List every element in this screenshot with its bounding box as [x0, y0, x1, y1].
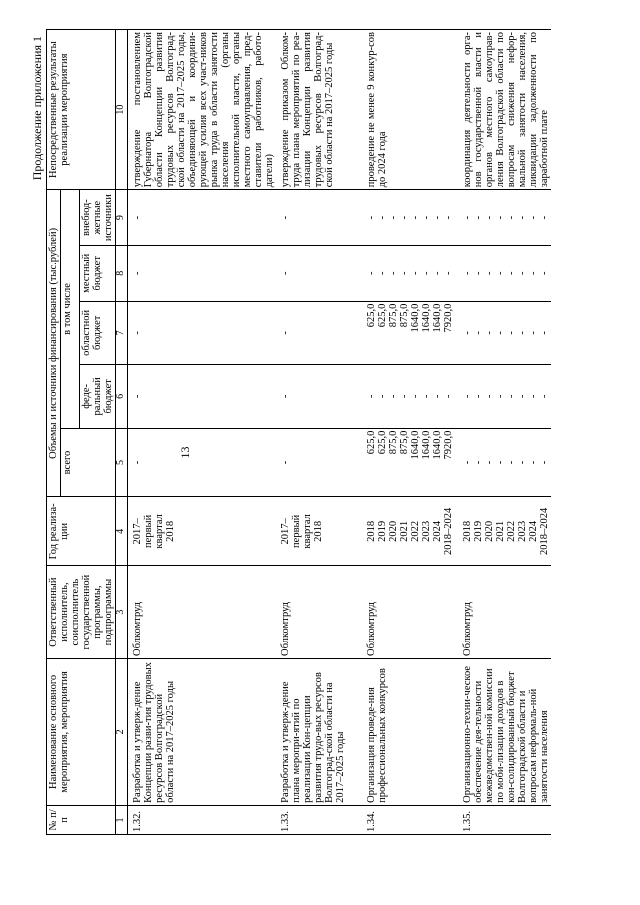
- colnum-4: 4: [116, 497, 128, 566]
- table-row: [127, 30, 276, 835]
- header-year: Год реализа-ции: [47, 497, 116, 566]
- colnum-8: 8: [116, 245, 128, 301]
- row-total: - - - - - - - -: [458, 428, 551, 497]
- row-executor: Облкомтруд: [362, 566, 458, 659]
- row-regional: -: [276, 301, 362, 365]
- program-table: [46, 29, 551, 835]
- header-federal: феде-ральный бюджет: [80, 365, 116, 429]
- table-row: [276, 30, 362, 835]
- header-executor: Ответственный исполнитель, соисполнитель государственной программы, подпрограммы: [47, 566, 116, 659]
- page-number: 13: [178, 446, 192, 459]
- row-regional: 625,0 625,0 875,0 875,0 1640,0 1640,0 1640,0 7920,0: [362, 301, 458, 365]
- colnum-10: 10: [116, 30, 128, 190]
- colnum-6: 6: [116, 365, 128, 429]
- header-including: в том числе: [61, 190, 80, 428]
- colnum-9: 9: [116, 190, 128, 246]
- header-name: Наименование основного мероприятия, мероприятия: [47, 658, 116, 805]
- header-total: всего: [61, 428, 116, 497]
- row-name: Разработка и утверж-дение Концепции разви-тия трудовых ресурсов Волгоградской области на 2017–2025 годы: [127, 658, 276, 805]
- colnum-2: 2: [116, 658, 128, 805]
- colnum-7: 7: [116, 301, 128, 365]
- row-years: 2018 2019 2020 2021 2022 2023 2024 2018–2024: [458, 497, 551, 566]
- row-total: 625,0 625,0 875,0 875,0 1640,0 1640,0 1640,0 7920,0: [362, 428, 458, 497]
- row-federal: - - - - - - - -: [362, 365, 458, 429]
- row-local: - - - - - - - -: [458, 245, 551, 301]
- row-result: координация деятельности орга-нов государственной власти и органов местного самоуправ-ления Волгоградской области по вопросам снижения нефор-мальной занятости населения, ликвидации задолженности по заработной плате: [458, 30, 551, 190]
- row-result: проведение не менее 9 конкур-сов до 2024 года: [362, 30, 458, 190]
- row-years: 2018 2019 2020 2021 2022 2023 2024 2018–2024: [362, 497, 458, 566]
- colnum-1: 1: [116, 805, 128, 834]
- row-name: Организационно-техни-ческое обеспечение дея-тельности межведомствен-ной комиссии по моби-лизации доходов в кон-солидированный бюджет Волгоградской области и вопросам неформаль-ной занятости населения: [458, 658, 551, 805]
- row-years: 2017– первый квартал 2018: [276, 497, 362, 566]
- table-row: [458, 30, 551, 835]
- row-regional: -: [127, 301, 276, 365]
- row-federal: - - - - - - - -: [458, 365, 551, 429]
- row-number: 1.35.: [458, 805, 551, 834]
- row-name: Разработка и утверж-дение плана меропри-ятий по реализации Кон-цепции развития трудо-вых ресурсов Волгоград-ской области на 2017–2025 годы: [276, 658, 362, 805]
- row-number: 1.34.: [362, 805, 458, 834]
- continuation-note: Продолжение приложения 1: [30, 36, 44, 181]
- row-name: Организация проведе-ния профессиональных конкурсов: [362, 658, 458, 805]
- row-local: -: [276, 245, 362, 301]
- row-total: -: [276, 428, 362, 497]
- row-federal: -: [127, 365, 276, 429]
- row-result: утверждение постановлением Губернатора Волгоградской области Концепции развития трудовых ресурсов Волгоград-ской области на 2017–2025 годы, объединяющей и координи-рующей усилия всех участ-ников рынка труда в области занятости населения (органы исполнительной власти, органы местного самоуправления, пред-ставители работников, работо-датели): [127, 30, 276, 190]
- row-extra: -: [127, 190, 276, 246]
- row-extra: - - - - - - - -: [362, 190, 458, 246]
- row-extra: - - - - - - - -: [458, 190, 551, 246]
- row-executor: Облкомтруд: [127, 566, 276, 659]
- row-extra: -: [276, 190, 362, 246]
- table-row: [362, 30, 458, 835]
- colnum-3: 3: [116, 566, 128, 659]
- header-regional: областной бюджет: [80, 301, 116, 365]
- row-years: 2017– первый квартал 2018: [127, 497, 276, 566]
- row-executor: Облкомтруд: [458, 566, 551, 659]
- row-local: - - - - - - - -: [362, 245, 458, 301]
- header-extra: внебюд-жетные источники: [80, 190, 116, 246]
- header-result: Непосредственные результаты реализации мероприятия: [47, 30, 116, 190]
- row-result: утверждение приказом Облком-труда плана мероприятий по реа-лизации Концепции развития трудовых ресурсов Волгоград-ской области на 2017–2025 годы: [276, 30, 362, 190]
- colnum-5: 5: [116, 428, 128, 497]
- row-number: 1.32.: [127, 805, 276, 834]
- header-local: местный бюджет: [80, 245, 116, 301]
- row-local: -: [127, 245, 276, 301]
- row-federal: -: [276, 365, 362, 429]
- header-funding: Объемы и источники финансирования (тыс.рублей): [47, 190, 61, 497]
- row-regional: - - - - - - - -: [458, 301, 551, 365]
- row-executor: Облкомтруд: [276, 566, 362, 659]
- header-number: № п/п: [47, 805, 116, 834]
- row-number: 1.33.: [276, 805, 362, 834]
- row-total: -: [127, 428, 276, 497]
